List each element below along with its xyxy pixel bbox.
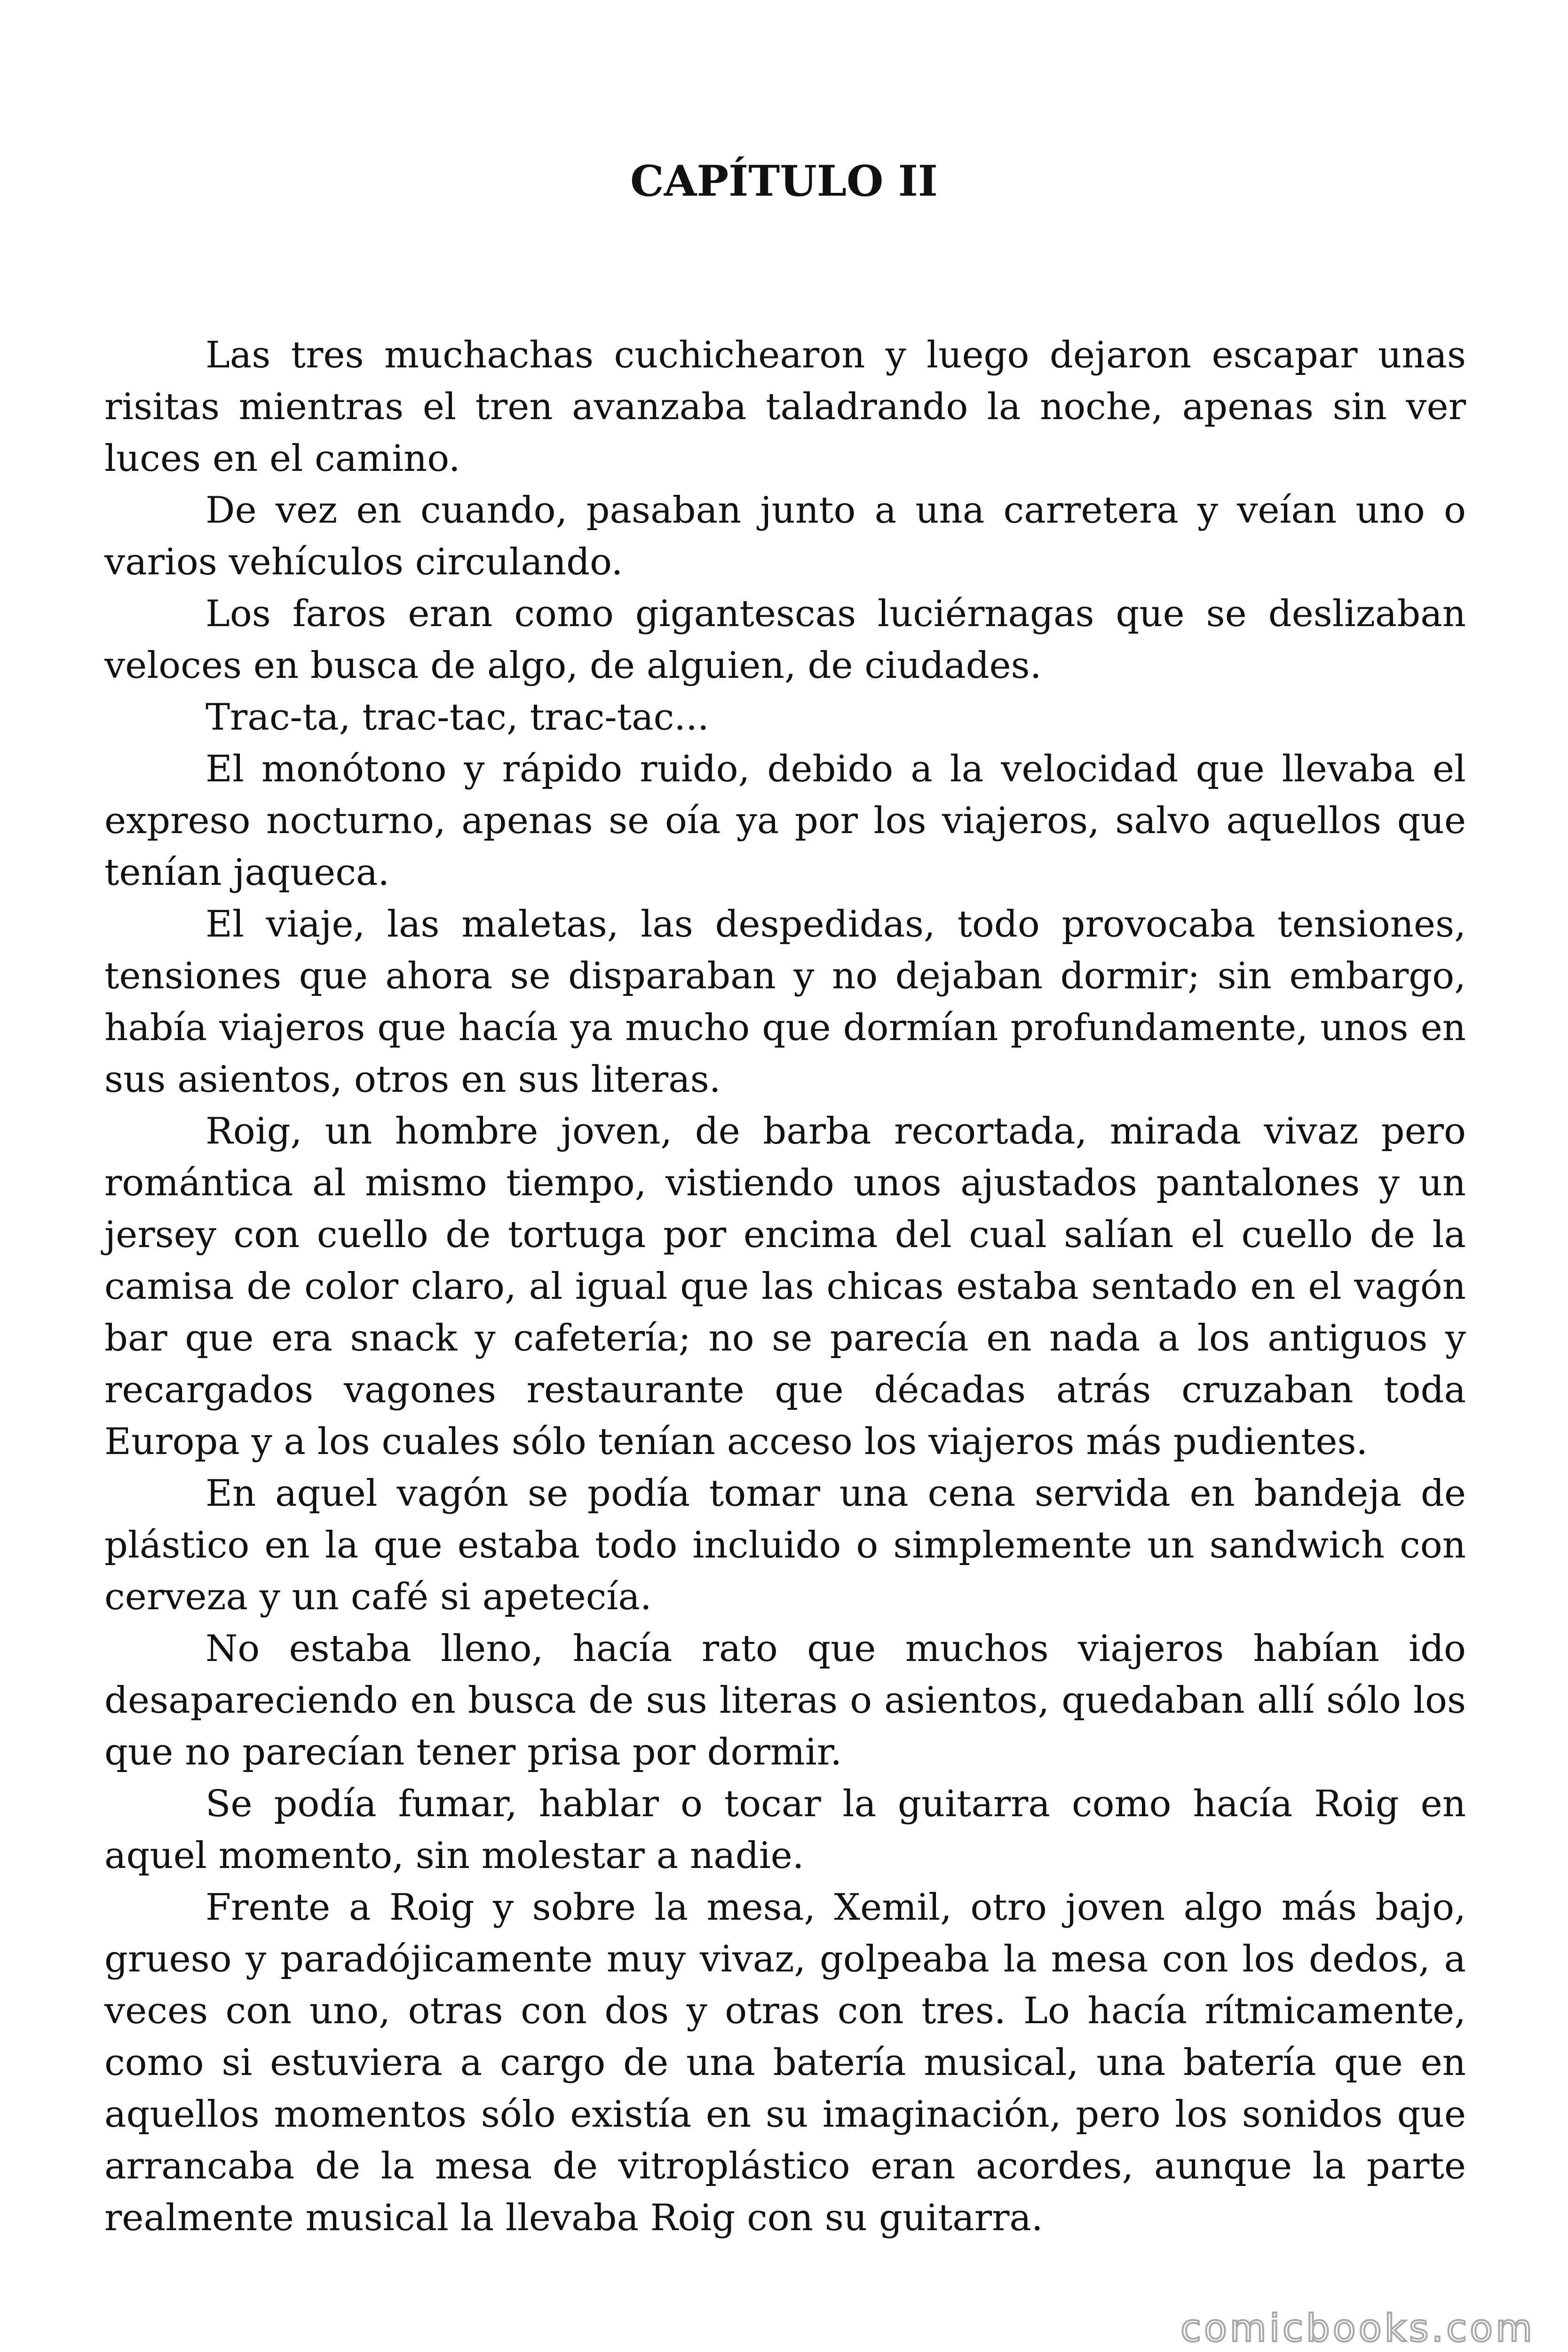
paragraph: Trac-ta, trac-tac, trac-tac... [206,696,709,739]
chapter-body [104,329,1466,2244]
paragraph: Frente a Roig y sobre la mesa, Xemil, otro joven algo más bajo, grueso y paradójicamente muy vivaz, golpeaba la mesa con los dedos, a veces con uno, otras con dos y otras con tres. Lo hacía rítmicamente, como si estuviera a cargo de una batería musical, una batería que en aquellos momentos sólo existía en su imaginación, pero los sonidos que arrancaba de la mesa de vitroplástico eran acordes, aunque la parte realmente musical la llevaba Roig con su guitarra. [104,1886,1466,2239]
paragraph: Las tres muchachas cuchichearon y luego dejaron escapar unas risitas mientras el tren avanzaba taladrando la noche, apenas sin ver luces en el camino. [104,334,1466,480]
paragraph: Roig, un hombre joven, de barba recortada, mirada vivaz pero romántica al mismo tiempo, vistiendo unos ajustados pantalones y un jersey con cuello de tortuga por encima del cual salían el cuello de la camisa de color claro, al igual que las chicas estaba sentado en el vagón bar que era snack y cafetería; no se parecía en nada a los antiguos y recargados vagones restaurante que décadas atrás cruzaban toda Europa y a los cuales sólo tenían acceso los viajeros más pudientes. [104,1110,1466,1463]
paragraph: No estaba lleno, hacía rato que muchos viajeros habían ido desapareciendo en busca de sus literas o asientos, quedaban allí sólo los que no parecían tener prisa por dormir. [104,1628,1466,1773]
watermark-logo: comicbooks.com [1180,2306,1535,2350]
paragraph: El viaje, las maletas, las despedidas, todo provocaba tensiones, tensiones que ahora se disparaban y no dejaban dormir; sin embargo, había viajeros que hacía ya mucho que dormían profundamente, unos en sus asientos, otros en sus literas. [104,903,1466,1101]
paragraph: El monótono y rápido ruido, debido a la velocidad que llevaba el expreso nocturno, apenas se oía ya por los viajeros, salvo aquellos que tenían jaqueca. [104,748,1466,894]
paragraph: Los faros eran como gigantescas luciérnagas que se deslizaban veloces en busca de algo, de alguien, de ciudades. [104,593,1466,687]
paragraph: De vez en cuando, pasaban junto a una carretera y veían uno o varios vehículos circulando. [104,489,1466,583]
chapter-title: CAPÍTULO II [630,156,938,206]
paragraph: Se podía fumar, hablar o tocar la guitarra como hacía Roig en aquel momento, sin molestar a nadie. [104,1783,1466,1877]
paragraph: En aquel vagón se podía tomar una cena servida en bandeja de plástico en la que estaba todo incluido o simplemente un sandwich con cerveza y un café si apetecía. [104,1472,1466,1618]
